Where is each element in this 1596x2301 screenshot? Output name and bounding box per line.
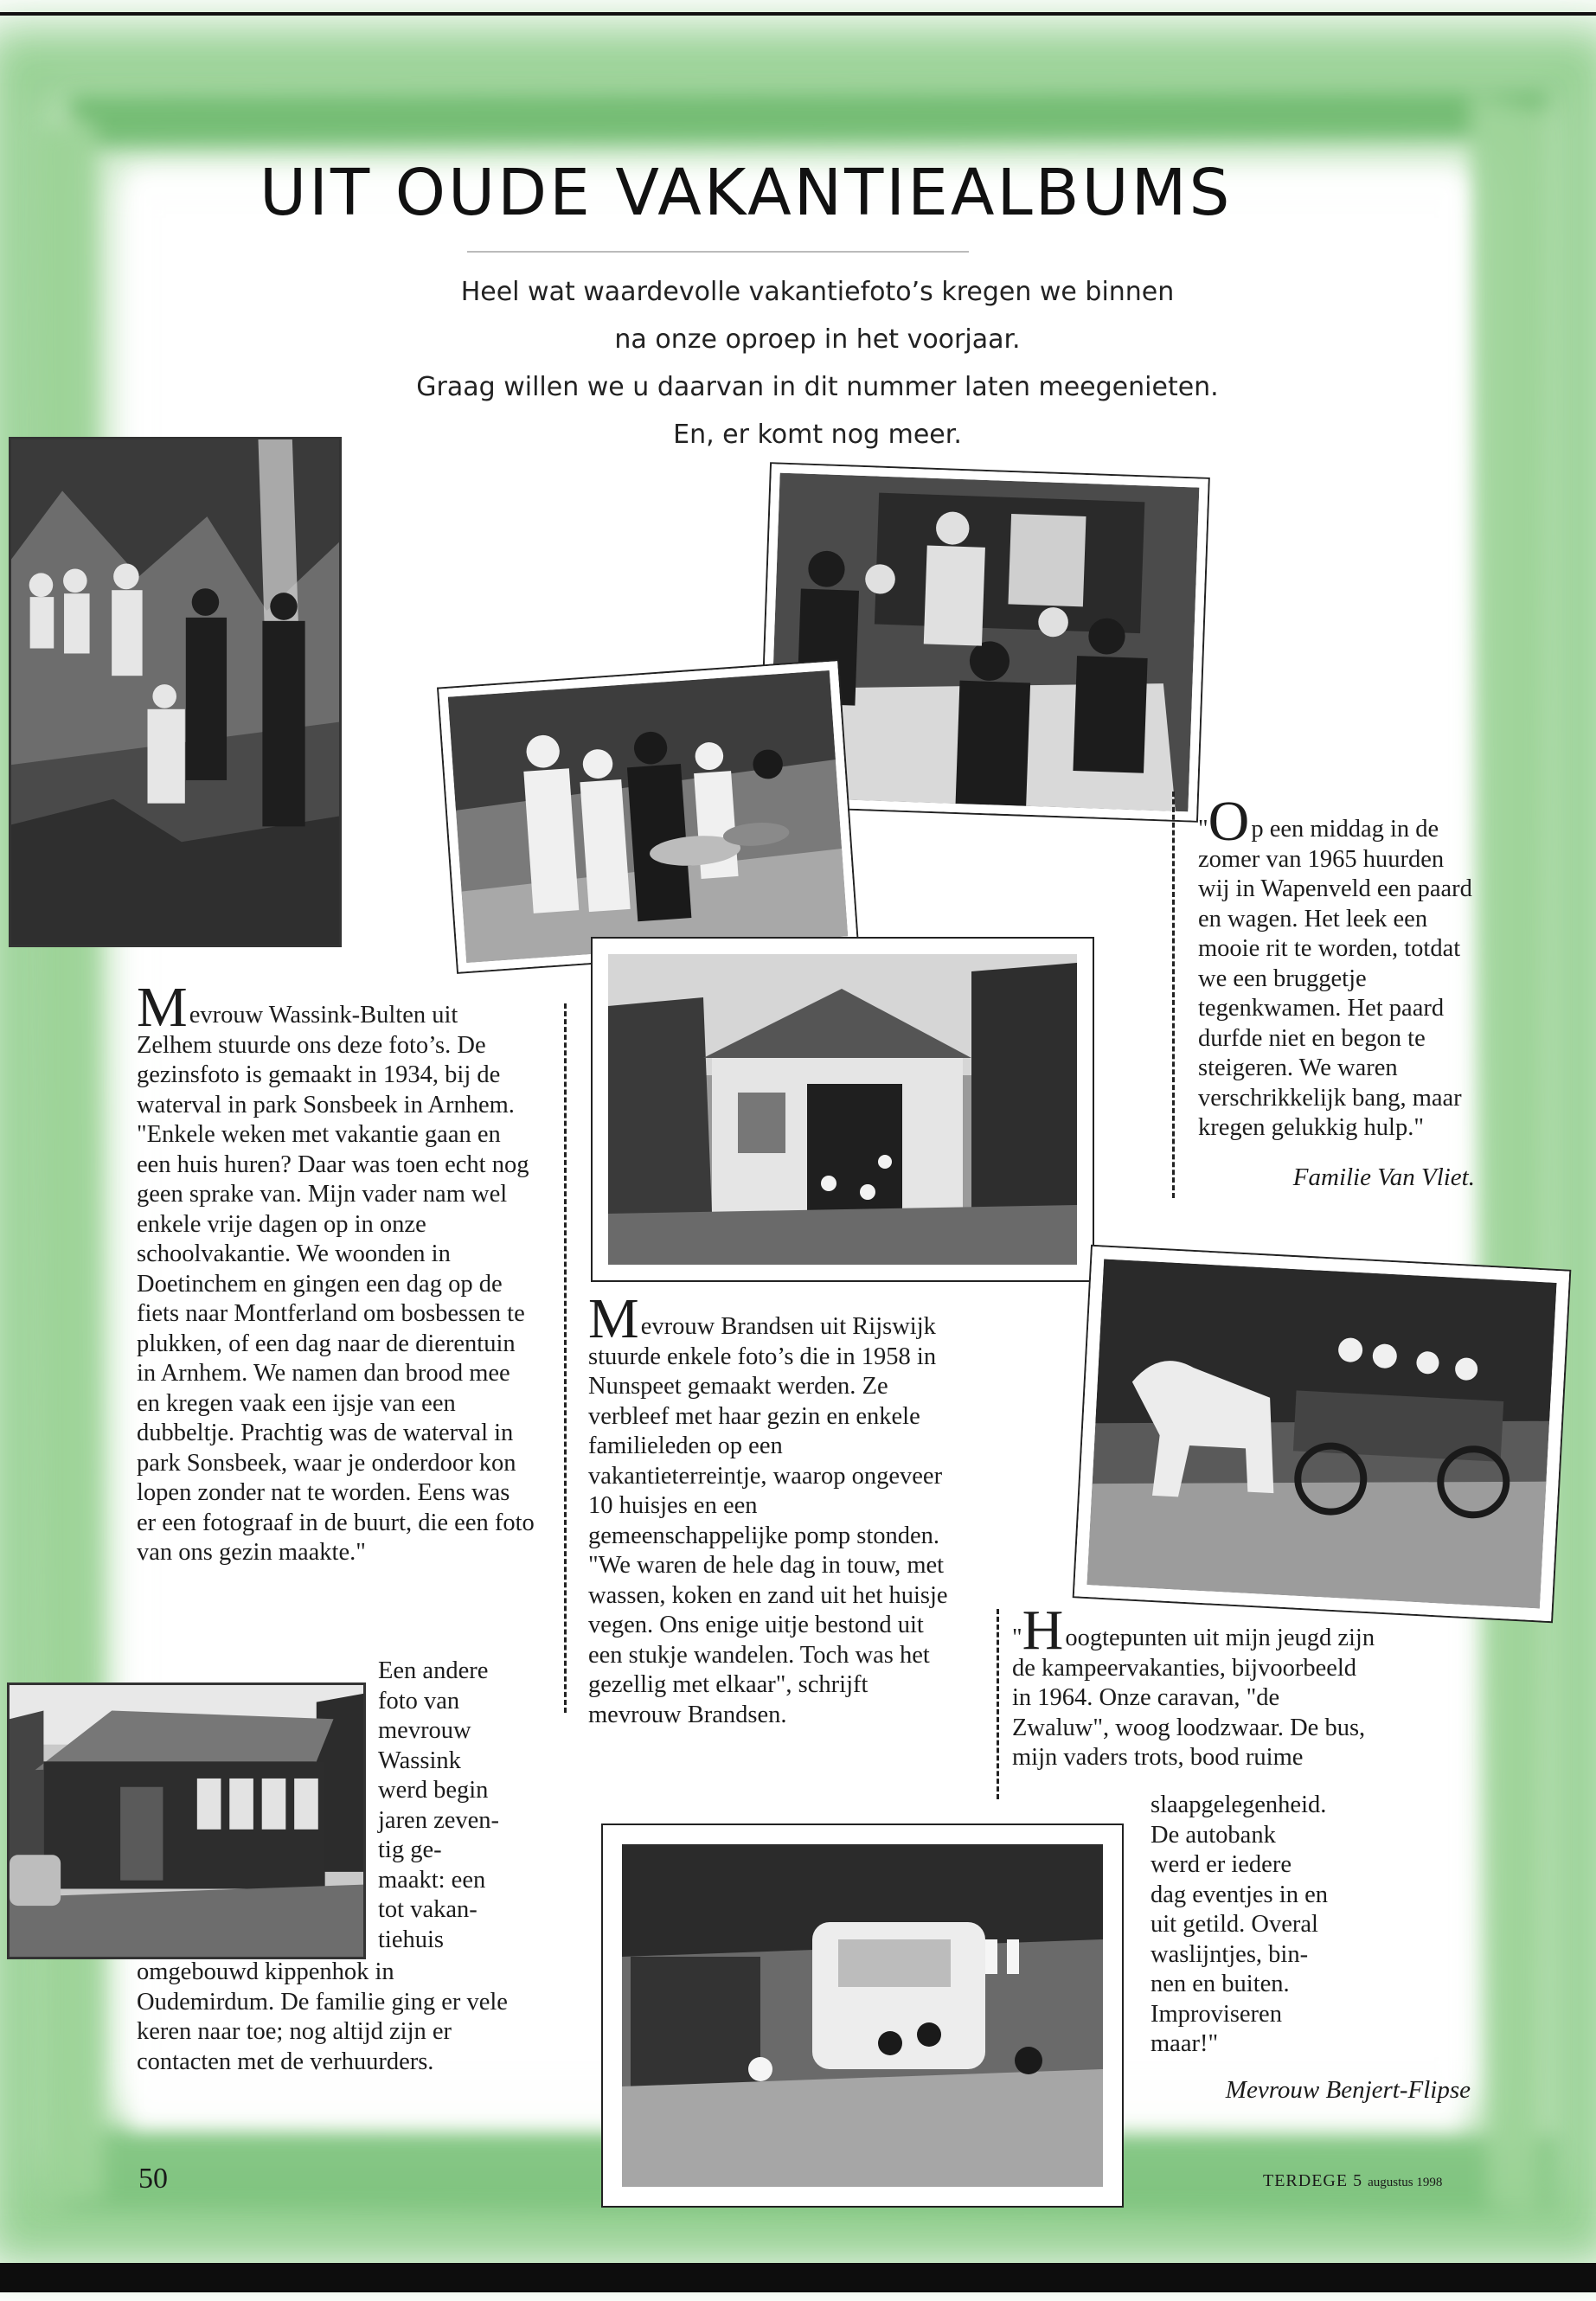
text-line: nen en buiten. [1151, 1971, 1290, 1997]
quote-mark: " [1198, 816, 1208, 843]
dropcap: M [137, 976, 188, 1039]
text-line: De autobank [1151, 1821, 1276, 1849]
dropcap: H [1022, 1599, 1064, 1662]
text-line: uit getild. Overal [1151, 1911, 1318, 1938]
footer-issue [1263, 2171, 1442, 2191]
story-wassink [137, 976, 535, 1568]
photo-wooden-cabin [593, 939, 1093, 1280]
text-line: Wassink [378, 1747, 461, 1774]
text-line: waslijntjes, bin- [1151, 1940, 1309, 1968]
photo-outdoor-washing [439, 661, 857, 971]
top-rule [0, 12, 1596, 16]
waterfall-photo-image [11, 439, 339, 945]
text-line: foto van [378, 1687, 460, 1715]
text-line: Een andere [378, 1657, 489, 1684]
story-vanvliet [1198, 790, 1475, 1144]
story-vanvliet-text: p een middag in de zomer van 1965 huurden wij in Wapenveld een paard en wagen. Het leek een mooie rit te worden, totdat we een bruggetje tegenkwamen. Het paard durfde niet en begon te steigeren. We waren verschrikkelijk bang, maar kregen gelukkig hulp." [1198, 816, 1472, 1141]
story-brandsen [588, 1287, 952, 1730]
washing-photo-image [448, 670, 848, 963]
dropcap: O [1208, 790, 1250, 853]
cabin-photo-image [608, 954, 1077, 1265]
quote-mark: " [1012, 1625, 1022, 1651]
column-divider [564, 1003, 567, 1713]
footer-magazine: TERDEGE [1263, 2171, 1349, 2190]
text-line: tig ge- [378, 1836, 442, 1863]
text-line: werd er iedere [1151, 1851, 1292, 1878]
text-line: jaren zeven- [378, 1806, 500, 1834]
column-divider [1172, 792, 1175, 1198]
photo-waterfall-family [9, 437, 342, 947]
dropcap: M [588, 1287, 639, 1350]
story-wassink-second [378, 1657, 542, 1955]
signature-vanvliet: Familie Van Vliet. [1292, 1163, 1475, 1191]
horse-photo-image [1086, 1259, 1556, 1609]
photo-caravan [603, 1825, 1122, 2206]
story-brandsen-text: evrouw Brandsen uit Rijswijk stuurde enkele foto’s die in 1958 in Nunspeet gemaakt werden. Ze verbleef met haar gezin en enkele familieleden op een vakantieterreintje, waarop ongeveer 10 huisjes en een gemeenschappelijke pomp stonden. "We waren de hele dag in touw, met wassen, koken en zand uit het huisje vegen. Ons enige uitje bestond uit een stukje wandelen. Toch was het gezellig met elkaar", schrijft mevrouw Brandsen. [588, 1313, 948, 1728]
intro-line: na onze oproep in het voorjaar. [614, 324, 1021, 355]
story-wassink-second-tail-text: omgebouwd kippenhok in Oudemirdum. De familie ging er vele keren naar toe; nog altijd zijn er contacten met de verhuurders. [137, 1958, 508, 2075]
text-line: mevrouw [378, 1717, 471, 1744]
text-line: Improviseren [1151, 2000, 1282, 2028]
story-wassink-text: evrouw Wassink-Bulten uit Zelhem stuurde ons deze foto’s. De gezinsfoto is gemaakt in 1934, bij de waterval in park Sonsbeek in Arnhem. "Enkele weken met vakantie gaan en een huis huren? Daar was toen echt nog geen sprake van. Mijn vader nam wel enkele vrije dagen op in onze schoolvakantie. We woonden in Doetinchem en gingen een dag op de fiets naar Montferland om bosbessen te plukken, of een dag naar de dierentuin in Arnhem. We namen dan brood mee en kregen vaak een ijsje van een dubbeltje. Prachtig was de waterval in park Sonsbeek, waar je onderdoor kon lopen zonder nat te worden. Eens was er een fotograaf in de buurt, die een foto van ons gezin maakte." [137, 1002, 535, 1566]
photo-henhouse [7, 1682, 366, 1959]
henhouse-photo-image [10, 1685, 363, 1957]
footer-date: augustus 1998 [1368, 2176, 1443, 2189]
signature-benjert: Mevrouw Benjert-Flipse [1225, 2076, 1471, 2104]
story-wassink-second-tail [137, 1958, 517, 2077]
page-number: 50 [138, 2163, 168, 2195]
footer-issue-number: 5 [1353, 2171, 1363, 2190]
intro-line: Graag willen we u daarvan in dit nummer laten meegenieten. [416, 372, 1219, 402]
story-benjert [1012, 1599, 1375, 1773]
text-line: werd begin [378, 1777, 489, 1804]
story-benjert-text: oogtepunten uit mijn jeugd zijn de kampeervakanties, bijvoorbeeld in 1964. Onze caravan, "de Zwaluw", woog loodzwaar. De bus, mijn vaders trots, bood ruime [1012, 1625, 1375, 1771]
text-line: dag eventjes in en [1151, 1881, 1328, 1908]
photo-horse-cart [1074, 1247, 1569, 1621]
intro-line: En, er komt nog meer. [673, 420, 962, 450]
text-line: maakt: een [378, 1866, 486, 1894]
intro-line: Heel wat waardevolle vakantiefoto’s kregen we binnen [460, 277, 1175, 307]
intro-text [329, 268, 1306, 458]
article-title: UIT OUDE VAKANTIEALBUMS [260, 156, 1233, 230]
text-line: maar!" [1151, 2030, 1219, 2057]
text-line: tiehuis [378, 1926, 444, 1953]
caravan-photo-image [622, 1844, 1103, 2187]
text-line: slaapgelegenheid. [1151, 1791, 1327, 1818]
bottom-rule [0, 2263, 1596, 2292]
column-divider [997, 1609, 999, 1799]
story-benjert-column [1151, 1791, 1401, 2060]
text-line: tot vakan- [378, 1896, 478, 1923]
title-underline [467, 251, 969, 253]
